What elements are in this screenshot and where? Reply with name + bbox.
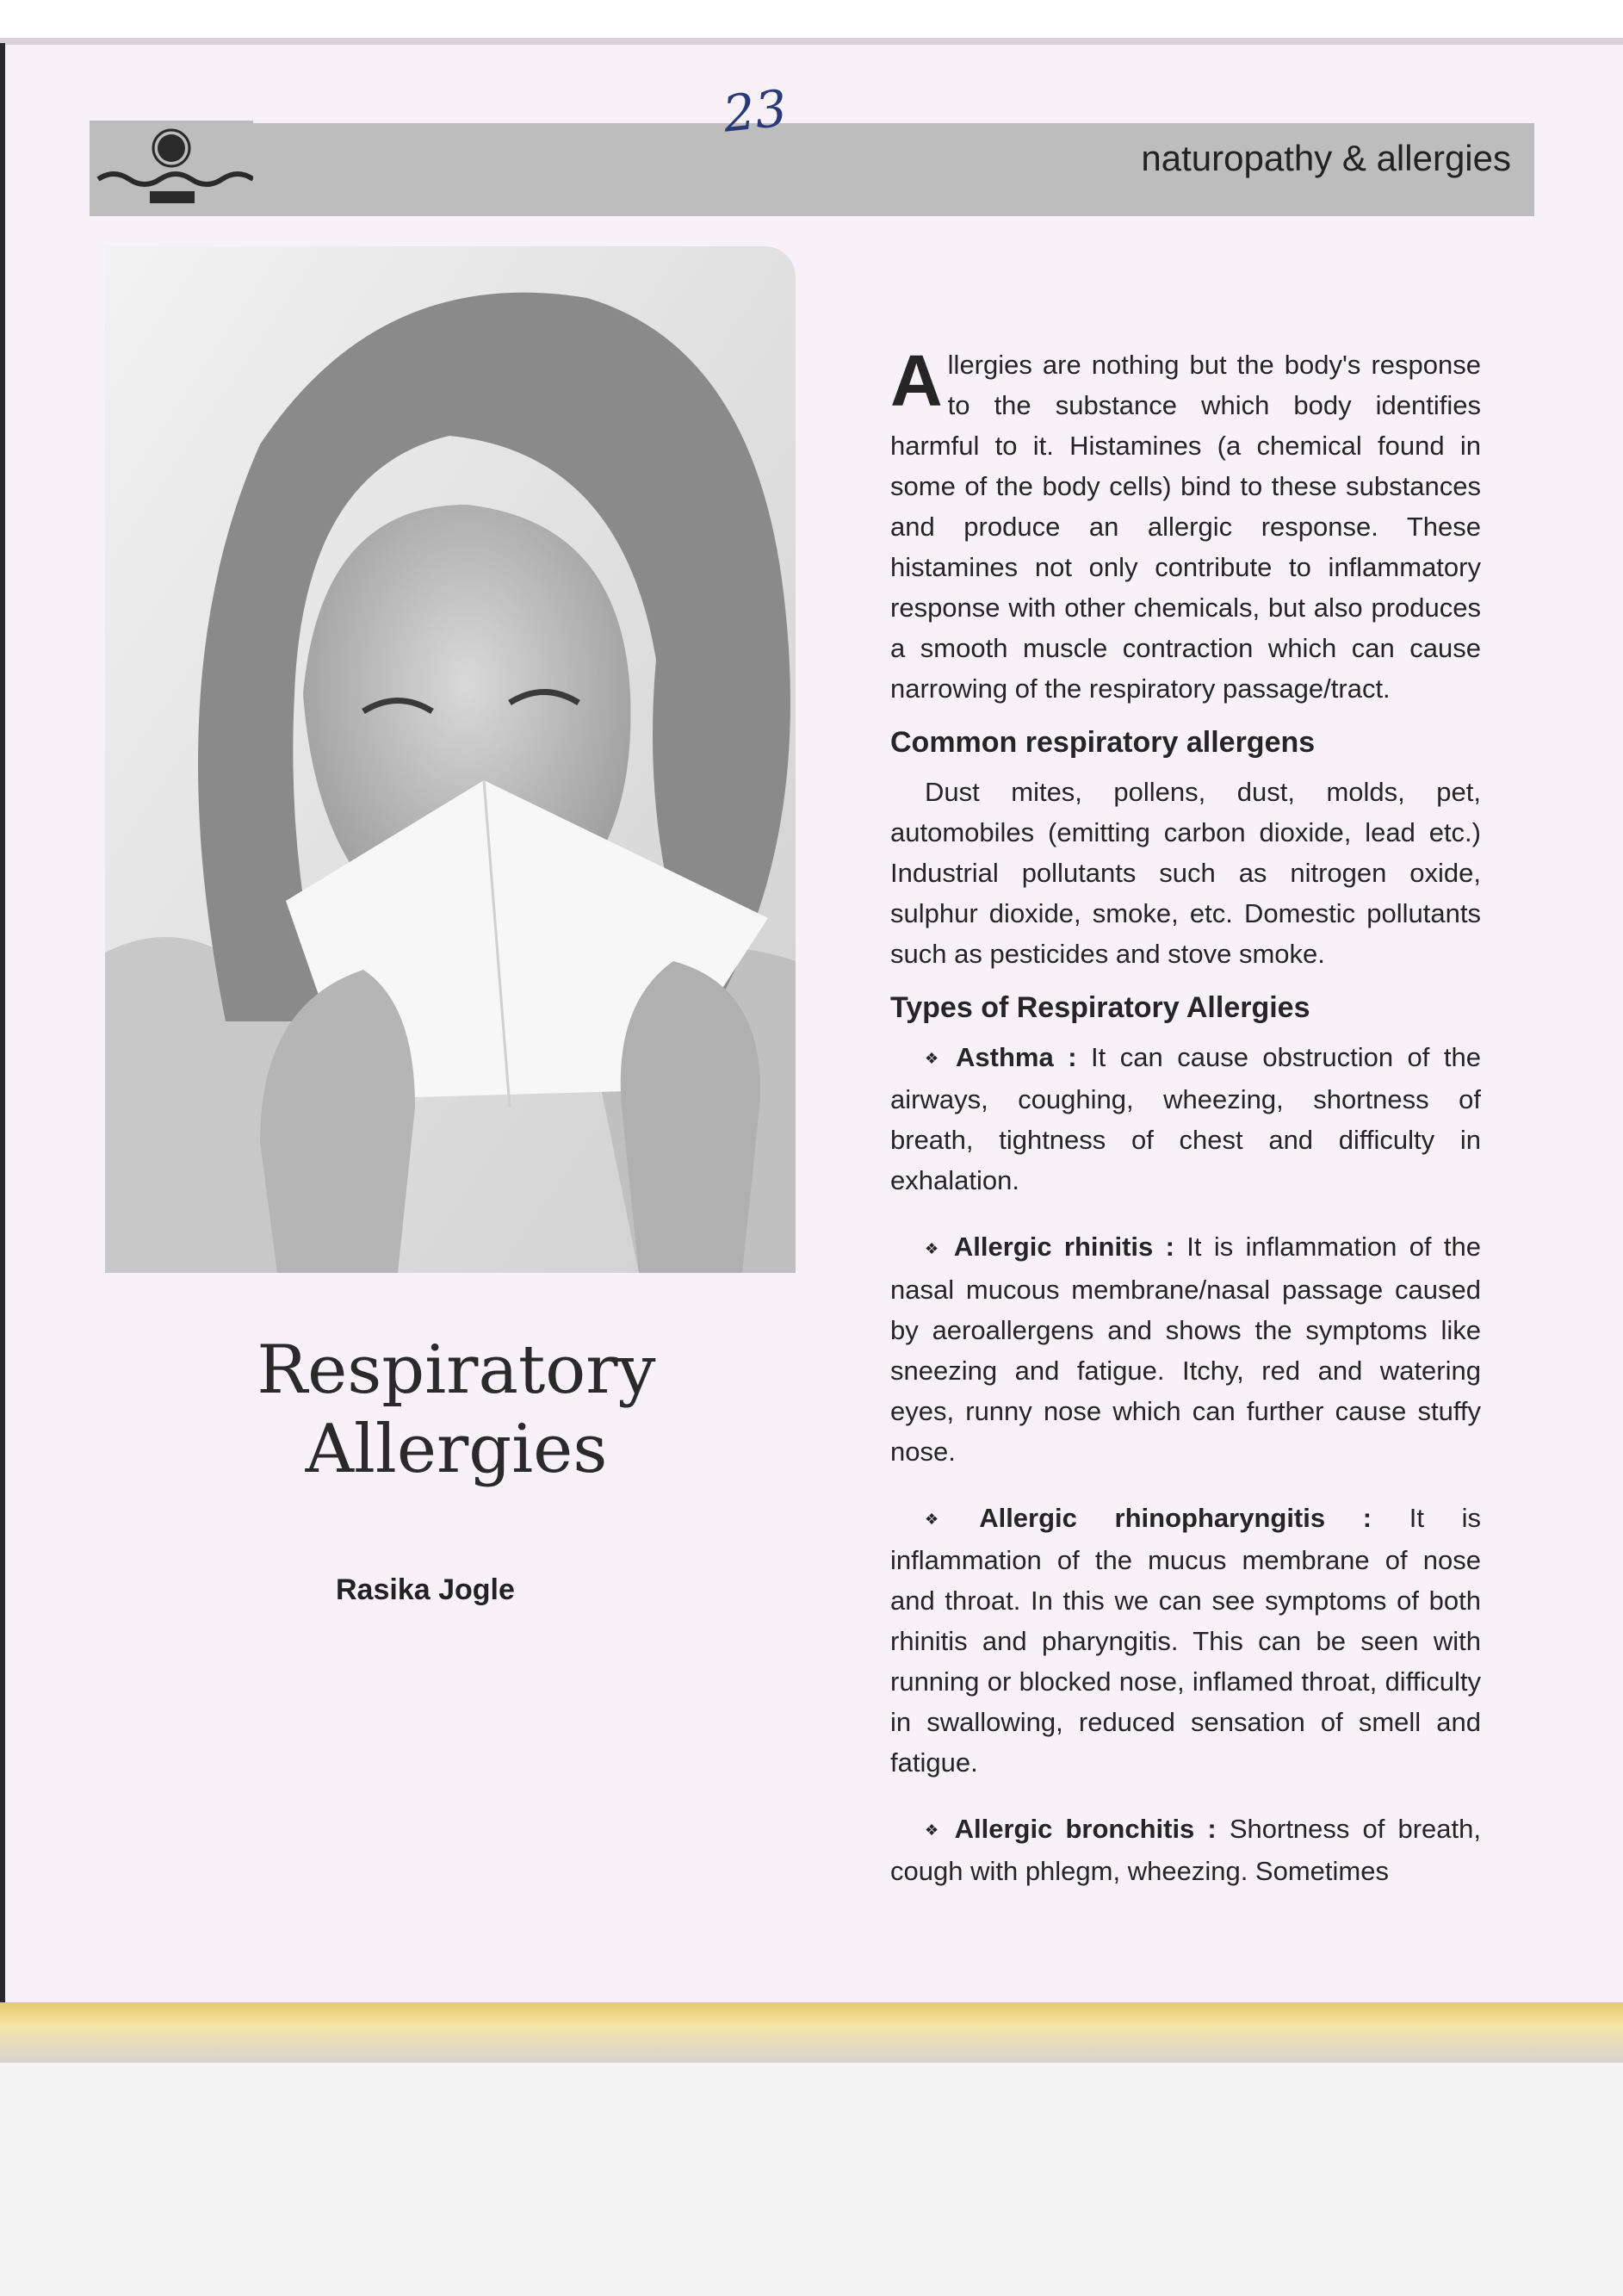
article-body xyxy=(890,340,1482,1891)
article-title xyxy=(198,1331,715,1489)
woman-blowing-nose-photo xyxy=(105,246,796,1273)
section-heading-common-allergens: Common respiratory allergens xyxy=(890,726,1316,759)
list-item-allergic-rhinopharyngitis xyxy=(890,1498,1481,1783)
handwritten-page-number: 23 xyxy=(720,78,790,144)
list-item-text: It can cause obstruction of the airways, coughing, wheezing, shortness of breath, tightness of chest and difficulty in exhalation. xyxy=(890,1042,1481,1196)
scan-edge-left xyxy=(0,43,5,2024)
list-item-term: Asthma : xyxy=(956,1042,1077,1072)
photo-illustration xyxy=(105,246,796,1273)
diamond-bullet-icon: ❖ xyxy=(925,1050,946,1068)
list-item-text: It is inflammation of the mucus membrane of nose and throat. In this we can see symptoms of both rhinitis and pharyngitis. This can be seen with running or blocked nose, inflamed throat, difficulty in swallowing, reduced sensation of smell and fatigue. xyxy=(890,1502,1482,1778)
scan-edge-top xyxy=(0,38,1623,45)
article-title-line-2: Allergies xyxy=(305,1411,608,1488)
section-heading-types: Types of Respiratory Allergies xyxy=(890,991,1310,1024)
page-bottom-edge xyxy=(0,2002,1623,2063)
list-item-allergic-rhinitis xyxy=(890,1226,1481,1471)
article-title-line-1: Respiratory xyxy=(257,1331,656,1409)
diamond-bullet-icon: ❖ xyxy=(925,1821,945,1840)
list-item-text: Shortness of breath, cough with phlegm, wheezing. Sometimes xyxy=(890,1813,1481,1887)
list-item-allergic-bronchitis xyxy=(890,1809,1481,1891)
list-item-term: Allergic rhinitis : xyxy=(953,1232,1174,1263)
diamond-bullet-icon: ❖ xyxy=(925,1510,969,1528)
section-title: naturopathy & allergies xyxy=(1141,138,1511,178)
intro-paragraph xyxy=(890,340,1481,709)
list-item-text: It is inflammation of the nasal mucous membrane/nasal passage caused by aeroallergens and shows the symptoms like sneezing and fatigue. Itchy, red and watering eyes, runny nose which can further cause stuffy nose. xyxy=(890,1232,1481,1467)
list-item-term: Allergic bronchitis : xyxy=(954,1813,1217,1844)
diamond-bullet-icon: ❖ xyxy=(925,1239,944,1257)
common-allergens-paragraph: Dust mites, pollens, dust, molds, pet, automobiles (emitting carbon dioxide, lead etc.) Industrial pollutants such as nitrogen oxide, sulphur dioxide, smoke, etc. Domestic pollutants such as pesticides and stove smoke. xyxy=(890,777,1481,969)
drop-cap: A xyxy=(890,340,943,421)
list-item-term: Allergic rhinopharyngitis : xyxy=(979,1502,1372,1533)
list-item-asthma xyxy=(890,1037,1481,1201)
intro-text: llergies are nothing but the body's response to the substance which body identifies harmful to it. Histamines (a chemical found in some of the body cells) bind to these substances and produce an allergic response. These histamines not only contribute to inflammatory response with other chemicals, but also produces a smooth muscle contraction which can cause narrowing of the respiratory passage/tract. xyxy=(890,350,1481,704)
sun-waves-logo-icon xyxy=(90,121,253,215)
article-author: Rasika Jogle xyxy=(336,1573,515,1606)
scanner-background xyxy=(0,2063,1623,2296)
